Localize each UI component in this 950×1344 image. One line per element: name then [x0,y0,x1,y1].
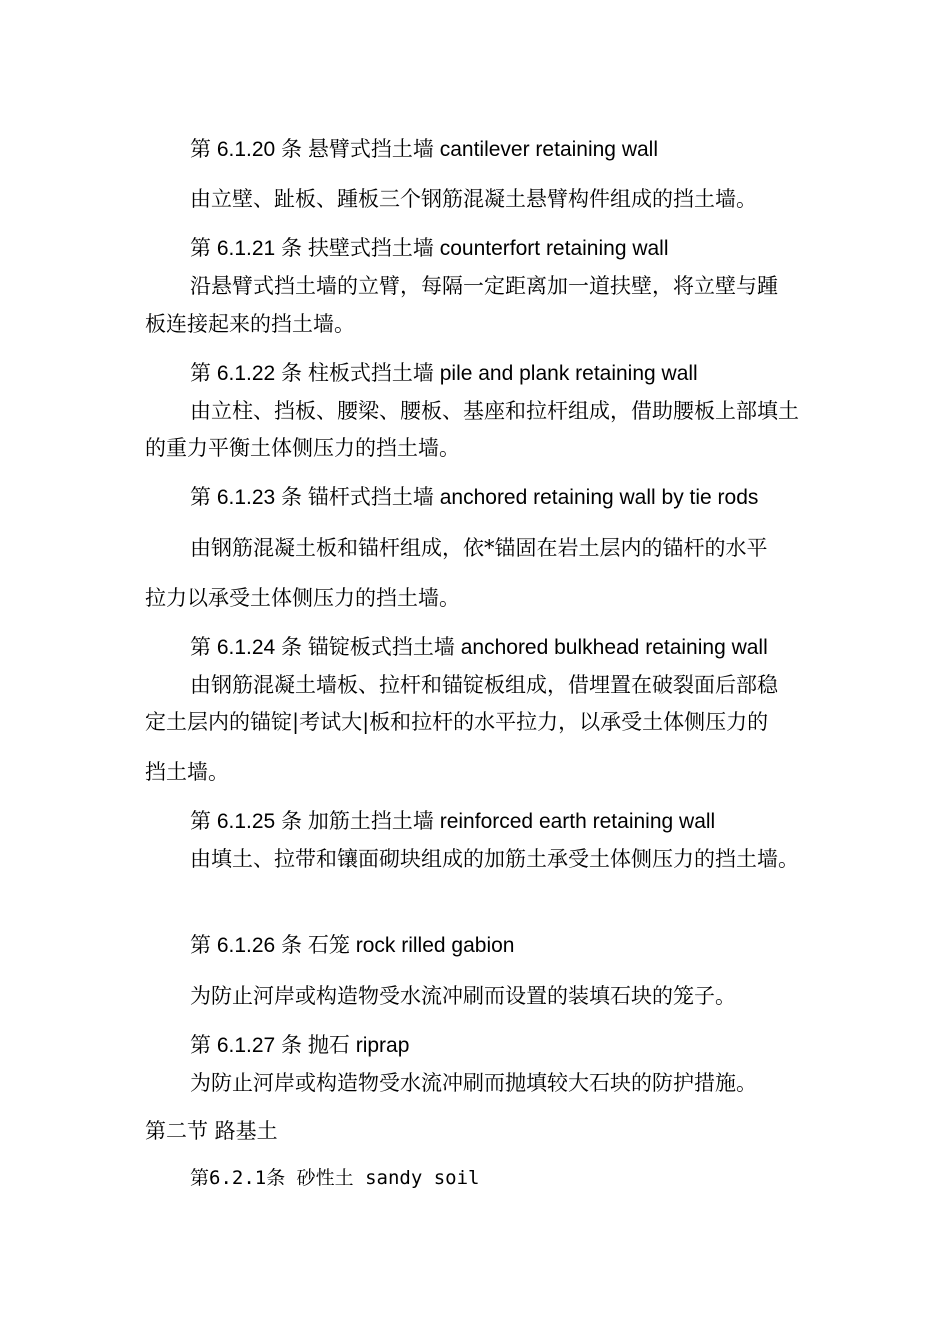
article-text: 为防止河岸或构造物受水流冲刷而抛填较大石块的防护措施。 [190,1071,757,1095]
article-heading: 第 6.1.24 条 锚锭板式挡土墙 anchored bulkhead retaining wall [190,636,768,659]
article-heading: 第 6.1.21 条 扶壁式挡土墙 counterfort retaining wall [190,237,669,260]
article-text: 定土层内的锚锭|考试大|板和拉杆的水平拉力，以承受土体侧压力的 [145,710,769,734]
article-text: 的重力平衡土体侧压力的挡土墙。 [145,436,460,460]
article-text: 由立壁、趾板、踵板三个钢筋混凝土悬臂构件组成的挡土墙。 [190,187,757,211]
article-text: 沿悬臂式挡土墙的立臂，每隔一定距离加一道扶壁，将立壁与踵 [190,274,778,298]
article-text: 由立柱、挡板、腰梁、腰板、基座和拉杆组成，借助腰板上部填土 [190,399,799,423]
article-heading: 第 6.1.23 条 锚杆式挡土墙 anchored retaining wall by tie rods [190,486,759,509]
section-title: 第二节 路基土 [145,1119,278,1143]
article-heading: 第6.2.1条 砂性土 sandy soil [190,1167,480,1189]
article-heading: 第 6.1.27 条 抛石 riprap [190,1034,410,1057]
article-text: 为防止河岸或构造物受水流冲刷而设置的装填石块的笼子。 [190,984,736,1008]
article-heading: 第 6.1.26 条 石笼 rock rilled gabion [190,934,515,957]
article-text: 挡土墙。 [145,760,229,784]
article-heading: 第 6.1.20 条 悬臂式挡土墙 cantilever retaining wall [190,138,658,161]
article-heading: 第 6.1.25 条 加筋土挡土墙 reinforced earth retaining wall [190,810,716,833]
article-text: 由填土、拉带和镶面砌块组成的加筋土承受土体侧压力的挡土墙。 [190,847,799,871]
article-text: 拉力以承受土体侧压力的挡土墙。 [145,586,460,610]
article-text: 板连接起来的挡土墙。 [145,312,355,336]
article-text: 由钢筋混凝土墙板、拉杆和锚锭板组成，借埋置在破裂面后部稳 [190,673,778,697]
article-heading: 第 6.1.22 条 柱板式挡土墙 pile and plank retaining wall [190,362,698,385]
article-text: 由钢筋混凝土板和锚杆组成，依*锚固在岩土层内的锚杆的水平 [190,536,768,560]
